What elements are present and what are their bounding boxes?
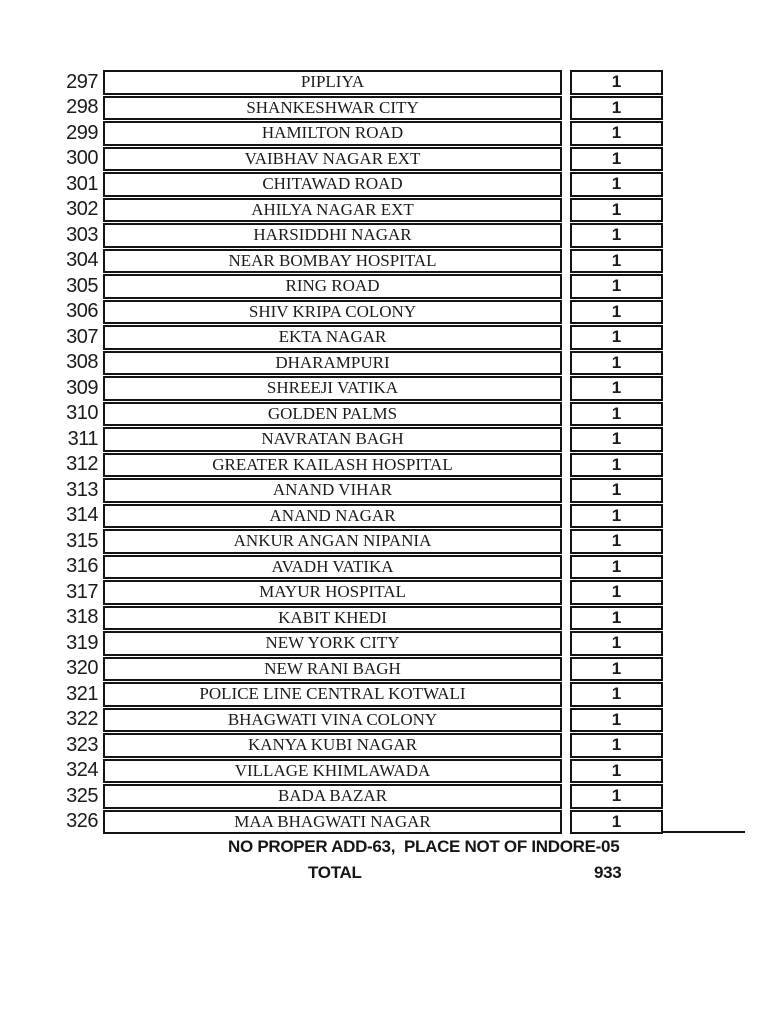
row-number: 324: [66, 759, 98, 782]
column-gap: [562, 580, 570, 605]
place-name-cell: BHAGWATI VINA COLONY: [103, 708, 562, 733]
table-row: [40, 682, 663, 707]
row-number: 313: [66, 478, 98, 501]
count-cell: 1: [570, 631, 663, 656]
row-number: 322: [66, 708, 98, 731]
column-gap: [562, 223, 570, 248]
place-name-cell: AVADH VATIKA: [103, 555, 562, 580]
no-proper-address-note: NO PROPER ADD-63, PLACE NOT OF INDORE-05: [228, 837, 620, 856]
place-name-cell: NAVRATAN BAGH: [103, 427, 562, 452]
row-number: 310: [66, 402, 98, 425]
table-row: [40, 427, 663, 452]
place-name-cell: EKTA NAGAR: [103, 325, 562, 350]
place-name-cell: ANAND NAGAR: [103, 504, 562, 529]
place-name-cell: CHITAWAD ROAD: [103, 172, 562, 197]
table-row: [40, 376, 663, 401]
column-gap: [562, 784, 570, 809]
table-row: [40, 606, 663, 631]
place-name-cell: MAYUR HOSPITAL: [103, 580, 562, 605]
column-gap: [562, 708, 570, 733]
total-value: 933: [594, 863, 622, 882]
column-gap: [562, 657, 570, 682]
row-number: 302: [66, 198, 98, 221]
row-number: 320: [66, 657, 98, 680]
row-number: 318: [66, 606, 98, 629]
table-row: [40, 300, 663, 325]
row-number: 298: [66, 96, 98, 119]
place-name-cell: VAIBHAV NAGAR EXT: [103, 147, 562, 172]
place-name-cell: GOLDEN PALMS: [103, 402, 562, 427]
count-cell: 1: [570, 351, 663, 376]
column-gap: [562, 249, 570, 274]
place-name-cell: DHARAMPURI: [103, 351, 562, 376]
place-name-cell: HARSIDDHI NAGAR: [103, 223, 562, 248]
count-cell: 1: [570, 427, 663, 452]
column-gap: [562, 555, 570, 580]
place-name-cell: SHANKESHWAR CITY: [103, 96, 562, 121]
table-row: [40, 198, 663, 223]
total-label: TOTAL: [308, 863, 362, 882]
row-number: 301: [66, 172, 98, 195]
place-name-cell: AHILYA NAGAR EXT: [103, 198, 562, 223]
row-number: 307: [66, 325, 98, 348]
table-row: [40, 478, 663, 503]
column-gap: [562, 198, 570, 223]
column-gap: [562, 631, 570, 656]
row-number: 317: [66, 580, 98, 603]
column-gap: [562, 733, 570, 758]
count-cell: 1: [570, 657, 663, 682]
column-gap: [562, 70, 570, 95]
table-row: [40, 172, 663, 197]
row-number: 314: [66, 504, 98, 527]
place-name-cell: ANAND VIHAR: [103, 478, 562, 503]
count-cell: 1: [570, 529, 663, 554]
row-number: 299: [66, 121, 98, 144]
count-cell: 1: [570, 300, 663, 325]
row-number: 297: [66, 70, 98, 93]
place-name-cell: SHREEJI VATIKA: [103, 376, 562, 401]
row-number: 325: [66, 784, 98, 807]
count-cell: 1: [570, 606, 663, 631]
count-cell: 1: [570, 733, 663, 758]
place-name-cell: VILLAGE KHIMLAWADA: [103, 759, 562, 784]
count-cell: 1: [570, 249, 663, 274]
row-number: 326: [66, 810, 98, 833]
place-name-cell: HAMILTON ROAD: [103, 121, 562, 146]
column-gap: [562, 325, 570, 350]
count-cell: 1: [570, 376, 663, 401]
row-number: 311: [67, 427, 98, 450]
column-gap: [562, 682, 570, 707]
count-cell: 1: [570, 70, 663, 95]
place-name-cell: RING ROAD: [103, 274, 562, 299]
place-name-cell: NEW RANI BAGH: [103, 657, 562, 682]
count-cell: 1: [570, 759, 663, 784]
place-name-cell: ANKUR ANGAN NIPANIA: [103, 529, 562, 554]
place-name-cell: PIPLIYA: [103, 70, 562, 95]
row-number: 316: [66, 555, 98, 578]
column-gap: [562, 300, 570, 325]
count-cell: 1: [570, 274, 663, 299]
table-row: [40, 249, 663, 274]
row-number: 323: [66, 733, 98, 756]
table-row: [40, 657, 663, 682]
column-gap: [562, 478, 570, 503]
count-cell: 1: [570, 555, 663, 580]
row-number: 319: [66, 631, 98, 654]
column-gap: [562, 274, 570, 299]
place-name-cell: MAA BHAGWATI NAGAR: [103, 810, 562, 835]
row-number: 303: [66, 223, 98, 246]
count-cell: 1: [570, 147, 663, 172]
table-row: [40, 759, 663, 784]
row-number: 305: [66, 274, 98, 297]
column-gap: [562, 376, 570, 401]
count-cell: 1: [570, 96, 663, 121]
row-number: 315: [66, 529, 98, 552]
column-gap: [562, 402, 570, 427]
column-gap: [562, 606, 570, 631]
column-gap: [562, 453, 570, 478]
count-cell: 1: [570, 453, 663, 478]
place-name-cell: GREATER KAILASH HOSPITAL: [103, 453, 562, 478]
count-cell: 1: [570, 784, 663, 809]
count-cell: 1: [570, 708, 663, 733]
table-row: [40, 810, 663, 835]
count-cell: 1: [570, 198, 663, 223]
row-number: 312: [66, 453, 98, 476]
table-row: [40, 147, 663, 172]
column-gap: [562, 172, 570, 197]
row-number: 304: [66, 249, 98, 272]
place-name-cell: SHIV KRIPA COLONY: [103, 300, 562, 325]
table-bottom-extension-line: [661, 831, 745, 833]
table-row: [40, 555, 663, 580]
table-row: [40, 631, 663, 656]
table-row: [40, 96, 663, 121]
table-row: [40, 784, 663, 809]
table-row: [40, 325, 663, 350]
count-cell: 1: [570, 325, 663, 350]
table-row: [40, 733, 663, 758]
row-number: 300: [66, 147, 98, 170]
table-row: [40, 580, 663, 605]
count-cell: 1: [570, 223, 663, 248]
table-row: [40, 504, 663, 529]
column-gap: [562, 427, 570, 452]
table-row: [40, 223, 663, 248]
place-name-cell: KANYA KUBI NAGAR: [103, 733, 562, 758]
table-row: [40, 274, 663, 299]
table-row: [40, 70, 663, 95]
count-cell: 1: [570, 580, 663, 605]
place-name-cell: BADA BAZAR: [103, 784, 562, 809]
places-table: [40, 70, 663, 835]
column-gap: [562, 810, 570, 835]
count-cell: 1: [570, 402, 663, 427]
place-name-cell: NEAR BOMBAY HOSPITAL: [103, 249, 562, 274]
row-number: 306: [66, 300, 98, 323]
place-name-cell: POLICE LINE CENTRAL KOTWALI: [103, 682, 562, 707]
count-cell: 1: [570, 121, 663, 146]
table-row: [40, 351, 663, 376]
row-number: 308: [66, 351, 98, 374]
column-gap: [562, 121, 570, 146]
place-name-cell: NEW YORK CITY: [103, 631, 562, 656]
column-gap: [562, 759, 570, 784]
place-name-cell: KABIT KHEDI: [103, 606, 562, 631]
row-number: 321: [66, 682, 98, 705]
table-row: [40, 708, 663, 733]
count-cell: 1: [570, 504, 663, 529]
table-row: [40, 121, 663, 146]
column-gap: [562, 351, 570, 376]
count-cell: 1: [570, 810, 663, 835]
column-gap: [562, 96, 570, 121]
column-gap: [562, 504, 570, 529]
count-cell: 1: [570, 478, 663, 503]
count-cell: 1: [570, 682, 663, 707]
table-row: [40, 402, 663, 427]
count-cell: 1: [570, 172, 663, 197]
table-row: [40, 529, 663, 554]
column-gap: [562, 147, 570, 172]
row-number: 309: [66, 376, 98, 399]
table-row: [40, 453, 663, 478]
column-gap: [562, 529, 570, 554]
